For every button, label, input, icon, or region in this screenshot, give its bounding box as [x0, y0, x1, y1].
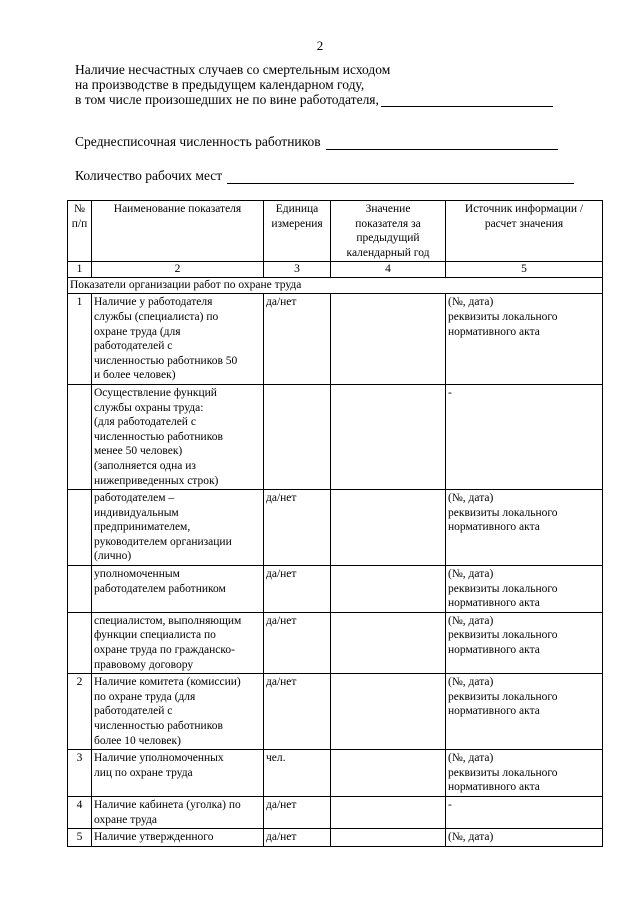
row-number-cell-text: 2	[76, 676, 83, 689]
source-cell	[446, 294, 603, 385]
headcount-field	[75, 134, 558, 150]
value-cell[interactable]	[331, 384, 446, 489]
indicator-name-cell	[92, 829, 264, 847]
indicator-name-cell-text: Наличие уполномоченных лиц по охране труда	[94, 752, 224, 779]
unit-cell-text: да/нет	[266, 831, 297, 844]
indicator-name-cell	[92, 674, 264, 750]
headcount-blank[interactable]	[326, 138, 558, 150]
unit-cell-text: чел.	[266, 752, 286, 765]
source-cell	[446, 612, 603, 673]
header-name: Наименование показателя	[92, 201, 264, 262]
indicator-name-cell	[92, 750, 264, 797]
row-number-cell	[68, 829, 92, 847]
table-row	[68, 829, 603, 847]
intro-block	[75, 62, 595, 107]
column-number-row	[68, 262, 603, 278]
source-cell	[446, 490, 603, 566]
indicator-name-cell	[92, 796, 264, 828]
source-cell-text: -	[448, 798, 452, 811]
source-cell	[446, 566, 603, 613]
source-cell	[446, 796, 603, 828]
section-title: Показатели организации работ по охране труда	[68, 278, 603, 294]
unit-cell	[264, 384, 331, 489]
value-cell[interactable]	[331, 796, 446, 828]
table-row	[68, 294, 603, 385]
indicator-name-cell	[92, 384, 264, 489]
source-cell-text: (№, дата) реквизиты локального нормативного акта	[448, 614, 558, 657]
indicator-name-cell-text: работодателем – индивидуальным предпринимателем, руководителем организации (лично)	[94, 492, 232, 563]
indicator-name-cell	[92, 490, 264, 566]
header-num: № п/п	[68, 201, 92, 262]
table-row	[68, 796, 603, 828]
unit-cell-text: да/нет	[266, 798, 297, 811]
row-number-cell	[68, 490, 92, 566]
row-number-cell-text: 3	[76, 752, 83, 765]
unit-cell	[264, 612, 331, 673]
header-source: Источник информации / расчет значения	[446, 201, 603, 262]
source-cell	[446, 750, 603, 797]
source-cell-text: (№, дата) реквизиты локального нормативного акта	[448, 752, 558, 794]
column-number: 4	[331, 262, 446, 278]
source-cell-text: (№, дата) реквизиты локального нормативного акта	[448, 492, 558, 534]
page-number: 2	[316, 38, 324, 53]
table-body	[68, 278, 603, 846]
unit-cell-text: да/нет	[266, 492, 297, 505]
header-unit: Единица измерения	[264, 201, 331, 262]
indicator-name-cell	[92, 294, 264, 385]
indicator-name-cell	[92, 566, 264, 613]
header-value: Значение показателя за предыдущий календарный год	[331, 201, 446, 262]
unit-cell	[264, 490, 331, 566]
column-number: 1	[68, 262, 92, 278]
value-cell[interactable]	[331, 829, 446, 847]
source-cell	[446, 674, 603, 750]
indicator-name-cell-text: Осуществление функций службы охраны труда: (для работодателей с численностью работников менее 50 человек) (заполняется одна из нижеприведенных строк)	[94, 386, 223, 487]
value-cell[interactable]	[331, 566, 446, 613]
unit-cell-text: да/нет	[266, 614, 297, 627]
indicator-name-cell-text: Наличие утвержденного	[94, 831, 214, 844]
row-number-cell-text: 4	[76, 798, 83, 811]
intro-line-3	[75, 92, 595, 107]
indicator-name-cell-text: Наличие у работодателя службы (специалиста) по охране труда (для работодателей с численностью работников 50 и более человек)	[94, 296, 238, 382]
table-row	[68, 490, 603, 566]
source-cell	[446, 384, 603, 489]
intro-line-3-text: в том числе произошедших не по вине работодателя,	[75, 92, 379, 107]
table-row	[68, 750, 603, 797]
row-number-cell	[68, 750, 92, 797]
indicators-table	[67, 200, 603, 847]
table-row	[68, 612, 603, 673]
row-number-cell	[68, 674, 92, 750]
unit-cell	[264, 796, 331, 828]
section-row	[68, 278, 603, 294]
unit-cell	[264, 566, 331, 613]
headcount-label: Среднесписочная численность работников	[75, 134, 321, 149]
indicator-name-cell-text: специалистом, выполняющим функции специалиста по охране труда по гражданско- правовому договору	[94, 614, 242, 671]
workplaces-label: Количество рабочих мест	[75, 168, 223, 183]
intro-line-1: Наличие несчастных случаев со смертельным исходом	[75, 62, 391, 77]
row-number-cell-text: 5	[76, 831, 83, 844]
column-number: 3	[264, 262, 331, 278]
unit-cell	[264, 829, 331, 847]
value-cell[interactable]	[331, 750, 446, 797]
indicator-name-cell-text: Наличие комитета (комиссии) по охране труда (для работодателей с численностью работников более 10 человек)	[94, 676, 241, 747]
unit-cell	[264, 294, 331, 385]
source-cell-text: (№, дата)	[448, 831, 494, 844]
row-number-cell	[68, 612, 92, 673]
unit-cell	[264, 750, 331, 797]
indicator-name-cell	[92, 612, 264, 673]
unit-cell-text: да/нет	[266, 676, 297, 689]
row-number-cell	[68, 566, 92, 613]
row-number-cell-text: 1	[76, 296, 83, 309]
source-cell-text: -	[448, 386, 452, 399]
value-cell[interactable]	[331, 294, 446, 385]
table-row	[68, 384, 603, 489]
source-cell-text: (№, дата) реквизиты локального нормативного акта	[448, 296, 558, 338]
value-cell[interactable]	[331, 612, 446, 673]
row-number-cell	[68, 294, 92, 385]
fatal-accidents-blank[interactable]	[381, 95, 553, 107]
source-cell	[446, 829, 603, 847]
row-number-cell	[68, 796, 92, 828]
table-header-row	[68, 201, 603, 262]
value-cell[interactable]	[331, 490, 446, 566]
workplaces-blank[interactable]	[227, 172, 574, 184]
indicator-name-cell-text: Наличие кабинета (уголка) по охране труда	[94, 798, 241, 826]
intro-line-2: на производстве в предыдущем календарном году,	[75, 77, 365, 92]
table-row	[68, 674, 603, 750]
table-row	[68, 566, 603, 613]
column-number: 2	[92, 262, 264, 278]
indicator-name-cell-text: уполномоченным работодателем работником	[94, 568, 226, 595]
unit-cell-text: да/нет	[266, 296, 297, 309]
source-cell-text: (№, дата) реквизиты локального нормативного акта	[448, 676, 558, 718]
workplaces-field	[75, 168, 574, 184]
column-number: 5	[446, 262, 603, 278]
unit-cell	[264, 674, 331, 750]
row-number-cell	[68, 384, 92, 489]
value-cell[interactable]	[331, 674, 446, 750]
unit-cell-text: да/нет	[266, 568, 297, 581]
source-cell-text: (№, дата) реквизиты локального нормативного акта	[448, 568, 558, 610]
